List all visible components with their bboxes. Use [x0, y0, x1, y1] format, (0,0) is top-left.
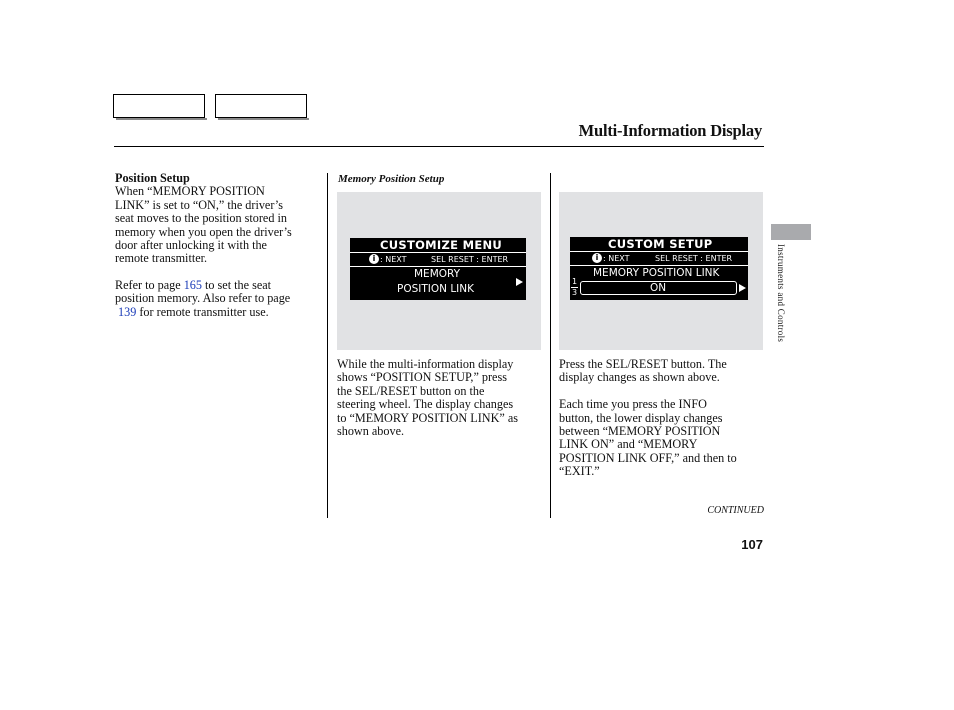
nav-box-right[interactable] — [215, 94, 307, 118]
text-line: shown above. — [337, 424, 405, 439]
lcd-value: ON — [650, 282, 667, 294]
text-line: seat moves to the position stored in — [115, 211, 287, 226]
text-line: memory when you open the driver’s — [115, 224, 292, 239]
right-paragraph-1 — [559, 358, 764, 385]
nav-box-left[interactable] — [113, 94, 205, 118]
display-panel-2 — [559, 192, 763, 350]
right-arrow-icon — [516, 278, 523, 286]
text-line: shows “POSITION SETUP,” press — [337, 370, 507, 385]
text-line: between “MEMORY POSITION — [559, 424, 721, 439]
text-fragment: for remote transmitter use. — [136, 304, 269, 319]
right-column — [559, 358, 764, 479]
figure-caption: Memory Position Setup — [338, 173, 445, 185]
header-rule — [114, 146, 764, 147]
section-tab[interactable] — [771, 224, 811, 240]
left-paragraph-1 — [115, 185, 320, 265]
lcd-line-1: MEMORY — [414, 268, 461, 280]
page-fraction-top: 1 — [572, 277, 578, 286]
lcd-next-hint: : NEXT — [603, 254, 630, 263]
page-title: Multi-Information Display — [578, 121, 762, 140]
text-line: to “MEMORY POSITION LINK” as — [337, 410, 518, 425]
lcd-sel-hint: SEL RESET : ENTER — [431, 255, 509, 264]
display-panel-1 — [337, 192, 541, 350]
lcd-separator — [570, 251, 748, 252]
lcd-title: CUSTOM SETUP — [608, 237, 713, 251]
text-line: steering wheel. The display changes — [337, 397, 514, 412]
lcd-next-hint: : NEXT — [380, 255, 407, 264]
info-icon: i — [592, 253, 602, 263]
right-paragraph-2 — [559, 398, 764, 478]
left-paragraph-2 — [115, 279, 320, 319]
text-line: remote transmitter. — [115, 251, 208, 266]
text-line: LINK ON” and “MEMORY — [559, 437, 698, 452]
text-line: position memory. Also refer to page — [115, 291, 291, 306]
text-line: While the multi-information display — [337, 357, 514, 371]
info-icon: i — [369, 254, 379, 264]
page-number: 107 — [741, 537, 763, 552]
page-fraction-bottom: 3 — [572, 288, 578, 297]
text-line: When “MEMORY POSITION — [115, 184, 265, 199]
lcd-separator — [350, 266, 526, 267]
continued-label: CONTINUED — [707, 505, 764, 516]
lcd-sel-hint: SEL RESET : ENTER — [655, 254, 733, 263]
column-divider-1 — [327, 173, 328, 518]
middle-paragraph — [337, 358, 547, 438]
lcd-title: CUSTOMIZE MENU — [380, 238, 503, 252]
text-line: LINK” is set to “ON,” the driver’s — [115, 197, 283, 212]
text-line: button, the lower display changes — [559, 410, 723, 425]
lcd-line-2: POSITION LINK — [397, 283, 475, 295]
page-link-139[interactable]: 139 — [118, 304, 137, 319]
right-arrow-icon — [739, 284, 746, 292]
section-heading: Position Setup — [115, 171, 190, 185]
lcd-line-1: MEMORY POSITION LINK — [593, 267, 720, 279]
page-link-165[interactable]: 165 — [183, 277, 202, 292]
section-tab-label: Instruments and Controls — [776, 244, 786, 343]
lcd-separator — [350, 252, 526, 253]
text-line: door after unlocking it with the — [115, 238, 267, 253]
lcd-screen-1 — [350, 238, 526, 300]
text-line: Each time you press the INFO — [559, 397, 707, 412]
left-column — [115, 172, 320, 319]
text-line: “EXIT.” — [559, 464, 600, 479]
lcd-screen-2 — [570, 237, 748, 300]
column-divider-2 — [550, 173, 551, 518]
text-line: display changes as shown above. — [559, 370, 720, 385]
text-line — [115, 279, 320, 292]
text-line — [115, 306, 320, 319]
text-fragment: to set the seat — [201, 277, 272, 292]
text-line: Press the SEL/RESET button. The — [559, 357, 727, 371]
text-fragment: Refer to page — [115, 277, 184, 292]
text-line: the SEL/RESET button on the — [337, 383, 485, 398]
text-line: POSITION LINK OFF,” and then to — [559, 450, 737, 465]
lcd-separator — [570, 265, 748, 266]
